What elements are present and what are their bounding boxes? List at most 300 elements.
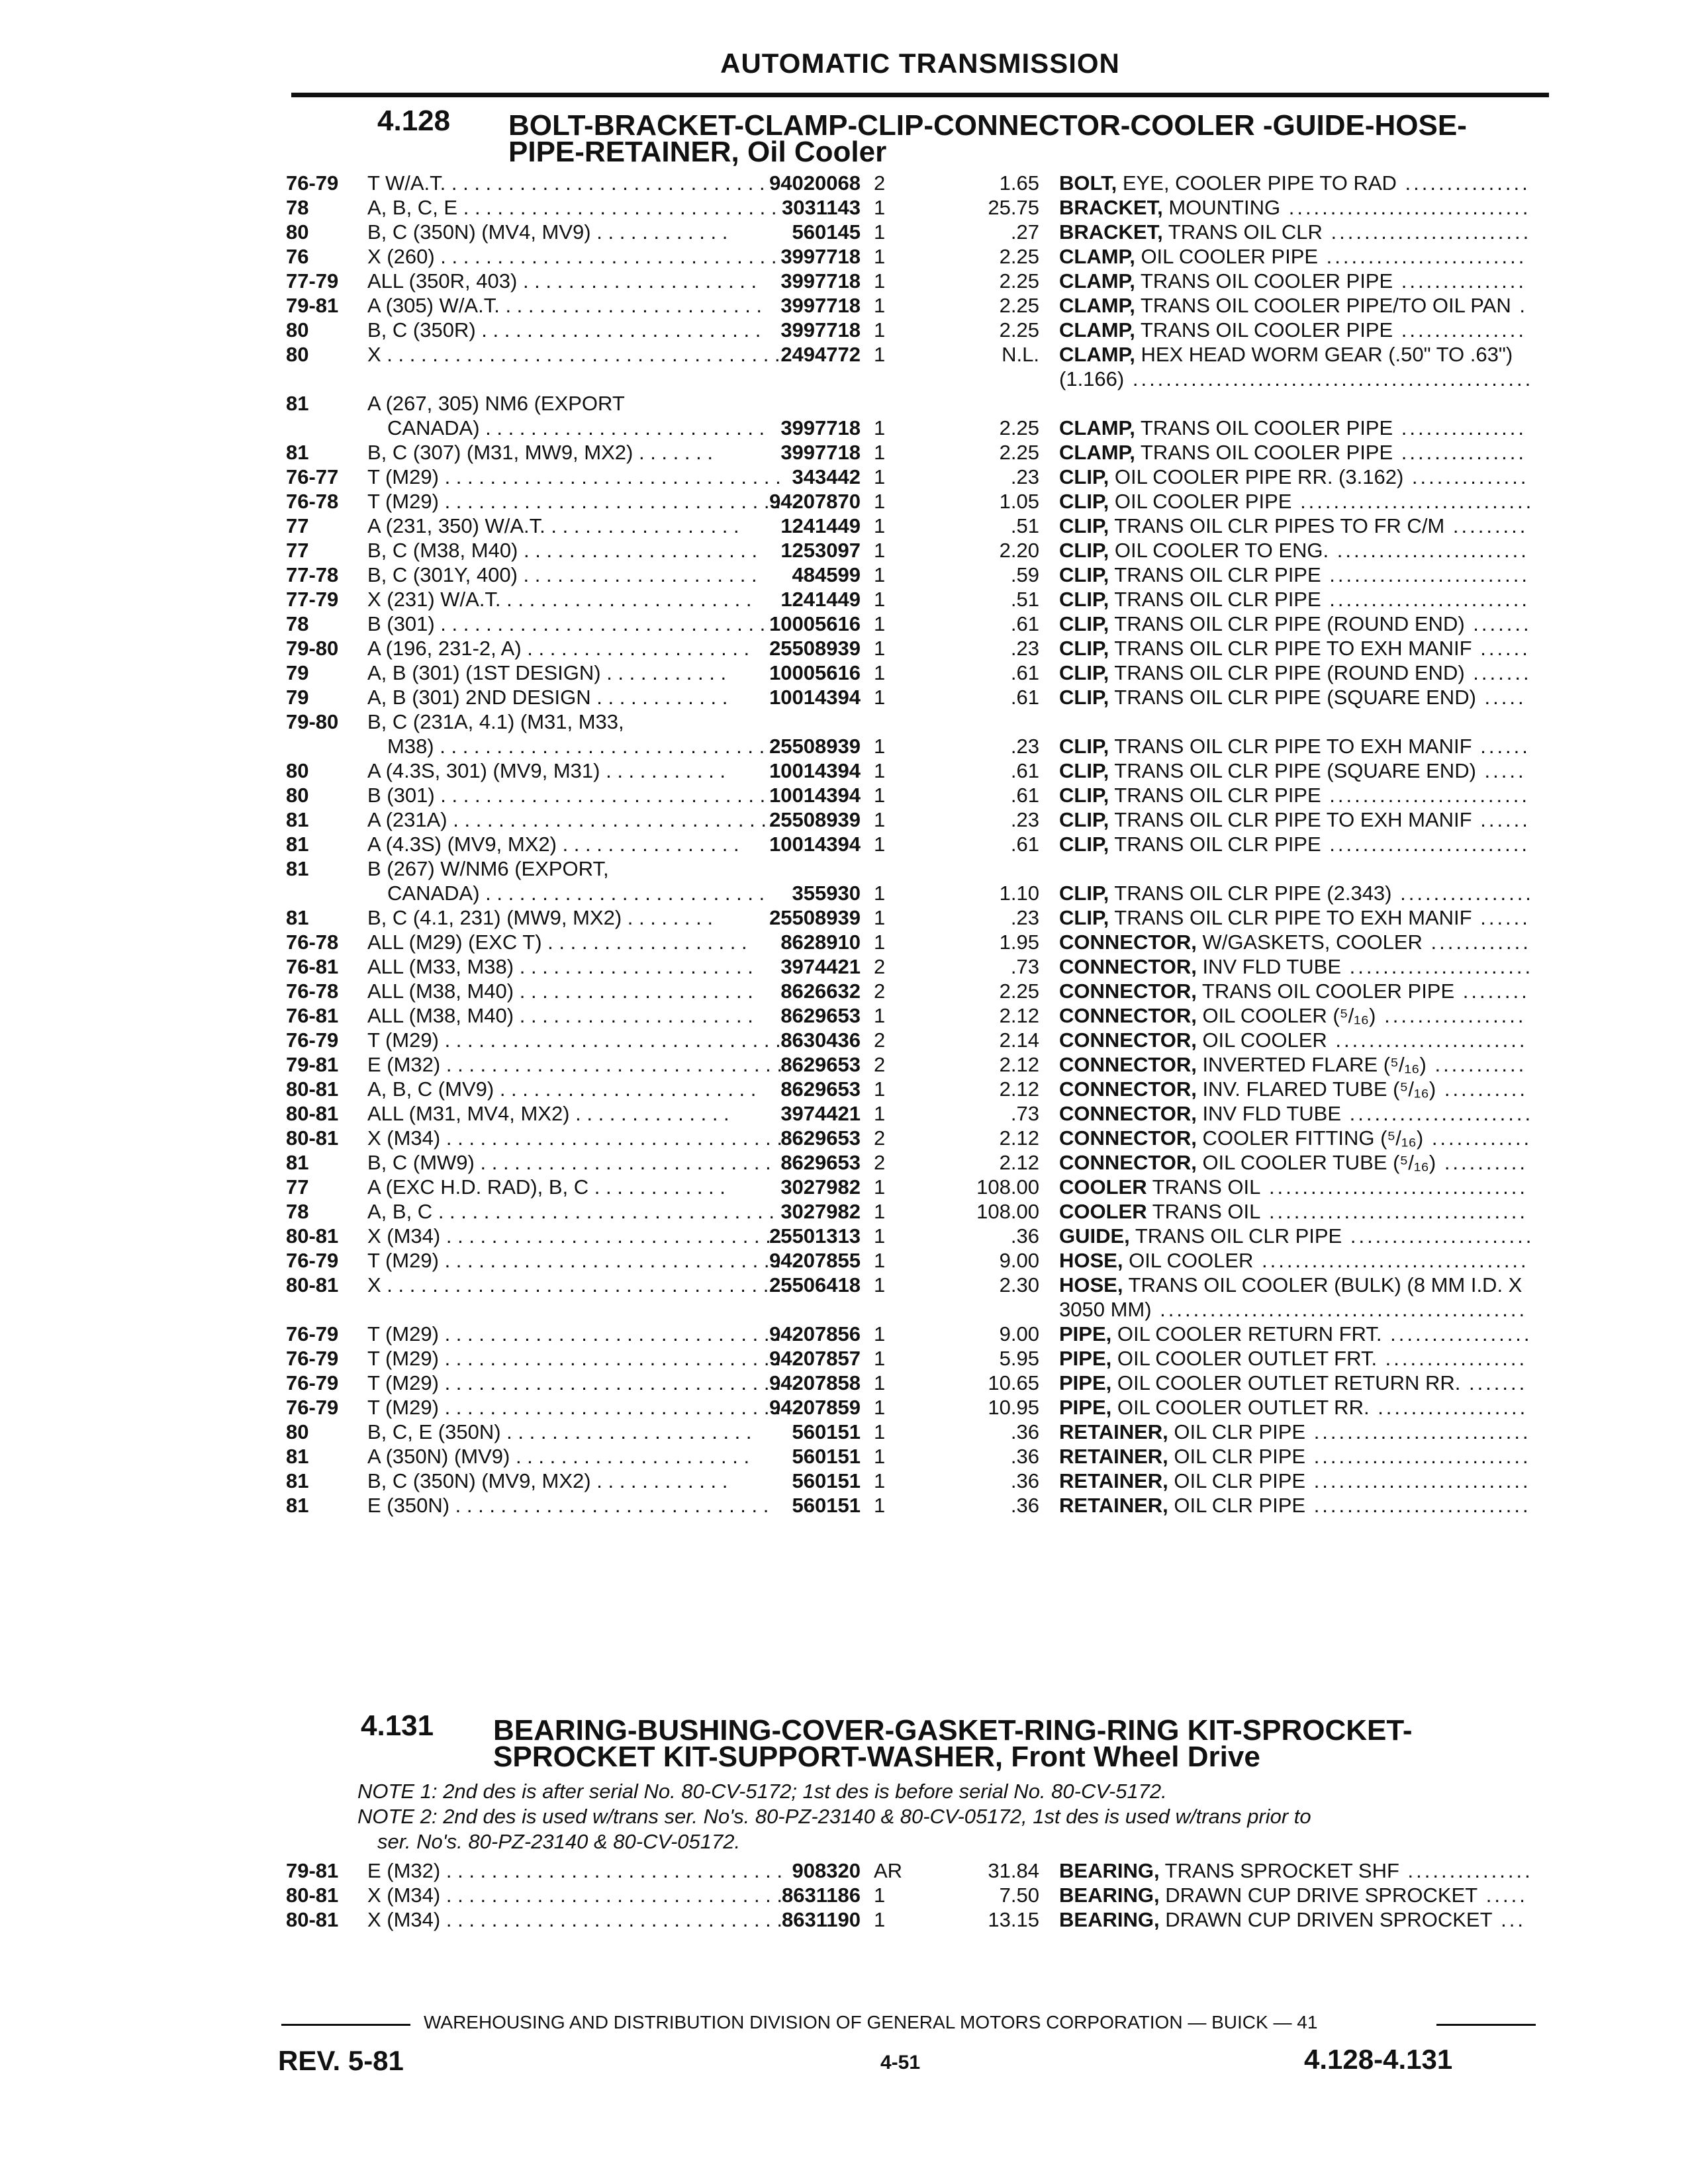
price: 9.00 [999, 1322, 1039, 1345]
quantity: 1 [874, 1371, 886, 1394]
description-text: OIL COOLER [1123, 1249, 1254, 1272]
description-text: OIL COOLER TUBE (⁵/₁₆) [1196, 1151, 1436, 1174]
description [1059, 1883, 1542, 1907]
model-application [367, 758, 725, 783]
model-application [367, 807, 778, 832]
quantity: 1 [874, 1469, 886, 1492]
model-line: X . . . . . . . . . . . . . . . . . . . . . . . . . . . . . . . . . . . . [367, 343, 792, 366]
table-row [0, 1248, 1688, 1273]
description [1059, 1346, 1542, 1371]
description [1059, 440, 1542, 465]
description-keyword: CONNECTOR, [1059, 955, 1197, 978]
table-row [0, 1101, 1688, 1126]
model-application [367, 440, 725, 465]
description-keyword: CONNECTOR, [1059, 1151, 1197, 1174]
model-year: 80-81 [286, 1884, 339, 1907]
model-application [367, 1224, 783, 1248]
model-application [367, 293, 763, 318]
price: .23 [1010, 465, 1039, 488]
quantity: 1 [874, 784, 886, 807]
table-row [0, 1395, 1688, 1420]
description [1059, 1224, 1542, 1248]
dot-leader: .......... [1436, 1077, 1528, 1101]
table-row [0, 807, 1688, 832]
description-keyword: COOLER [1059, 1175, 1147, 1199]
description-keyword: HOSE, [1059, 1273, 1123, 1297]
model-year: 76-81 [286, 955, 339, 978]
price: 108.00 [976, 1200, 1039, 1223]
page-number: 4-51 [880, 2052, 921, 2073]
price: .51 [1010, 588, 1039, 611]
model-line: A, B (301) (1ST DESIGN) . . . . . . . . . . . [367, 661, 727, 684]
description [1059, 612, 1542, 636]
model-year: 80 [286, 1420, 309, 1443]
model-year: 79-81 [286, 294, 339, 317]
part-number: 3997718 [780, 416, 861, 439]
model-application [367, 1395, 781, 1420]
table-row [0, 612, 1688, 636]
description-keyword: CLIP, [1059, 563, 1109, 586]
description-keyword: CLIP, [1059, 882, 1109, 905]
table-row [0, 1469, 1688, 1493]
description-keyword: BEARING, [1059, 1859, 1160, 1882]
part-number: 25508939 [769, 808, 861, 831]
model-line: T (M29) . . . . . . . . . . . . . . . . . . . . . . . . . . . . . . [367, 1396, 781, 1419]
table-row [0, 1420, 1688, 1444]
dot-leader: ....... [1460, 1371, 1528, 1394]
quantity: 1 [874, 759, 886, 782]
table-row [0, 195, 1688, 220]
section-title-line1: BOLT-BRACKET-CLAMP-CLIP-CONNECTOR-COOLER -GUIDE-HOSE- [508, 109, 1467, 142]
footer-rule-right [1436, 2024, 1536, 2026]
dot-leader: ........................ [1321, 563, 1530, 586]
price: .73 [1010, 955, 1039, 978]
table-row [0, 1907, 1688, 1932]
description [1059, 538, 1542, 563]
model-application [367, 1126, 783, 1150]
quantity: 1 [874, 735, 886, 758]
description [1059, 1003, 1542, 1028]
quantity: 1 [874, 1273, 886, 1297]
table-row [0, 1444, 1688, 1469]
quantity: 1 [874, 808, 886, 831]
dot-leader: ................................................ [1124, 367, 1534, 390]
description [1059, 636, 1542, 660]
part-number: 94020068 [769, 171, 861, 195]
dot-leader: ........................ [1321, 588, 1530, 611]
description-text: OIL COOLER OUTLET RR. [1111, 1396, 1370, 1419]
description [1059, 171, 1542, 195]
model-year: 76-78 [286, 490, 339, 513]
description-keyword: CLIP, [1059, 588, 1109, 611]
model-line: B, C (350N) (MV4, MV9) . . . . . . . . . . . . [367, 220, 728, 244]
table-row [0, 1199, 1688, 1224]
price: .61 [1010, 661, 1039, 684]
quantity: 1 [874, 882, 886, 905]
description [1059, 220, 1542, 244]
model-application [367, 220, 728, 244]
part-number: 94207857 [769, 1347, 861, 1370]
description-text: TRANS OIL COOLER PIPE [1135, 416, 1393, 439]
quantity: 2 [874, 1151, 886, 1174]
dot-leader: ...... [1472, 637, 1530, 660]
part-number: 25506418 [769, 1273, 861, 1297]
quantity: 1 [874, 1249, 886, 1272]
description-keyword: CONNECTOR, [1059, 979, 1197, 1003]
model-line: CANADA) . . . . . . . . . . . . . . . . . . . . . . . . . [387, 882, 765, 905]
model-line: B, C (350R) . . . . . . . . . . . . . . . . . . . . . . . . . [367, 318, 761, 341]
model-line: A, B, C (MV9) . . . . . . . . . . . . . . . . . . . . . . . [367, 1077, 757, 1101]
table-row [0, 1175, 1688, 1199]
part-number: 3997718 [780, 245, 861, 268]
description-text: OIL COOLER PIPE RR. (3.162) [1109, 465, 1404, 488]
description-keyword: CONNECTOR, [1059, 931, 1197, 954]
model-line: ALL (M29) (EXC T) . . . . . . . . . . . . . . . . . . [367, 931, 747, 954]
description-keyword: CLIP, [1059, 637, 1109, 660]
model-line: ALL (M38, M40) . . . . . . . . . . . . . . . . . . . . . [367, 979, 753, 1003]
part-number: 3997718 [780, 441, 861, 464]
model-year: 80 [286, 784, 309, 807]
description-text: DRAWN CUP DRIVEN SPROCKET [1159, 1908, 1493, 1931]
model-year: 76-79 [286, 171, 339, 195]
price: 10.95 [988, 1396, 1039, 1419]
model-line: X (M34) . . . . . . . . . . . . . . . . . . . . . . . . . . . . . . [367, 1126, 783, 1150]
description [1059, 1175, 1542, 1199]
model-year: 81 [286, 833, 309, 856]
table-row [0, 1028, 1688, 1052]
quantity: 1 [874, 465, 886, 488]
quantity: 1 [874, 1224, 886, 1248]
quantity: 1 [874, 1884, 886, 1907]
quantity: 1 [874, 441, 886, 464]
model-year: 79-81 [286, 1859, 339, 1882]
part-number: 10014394 [769, 759, 861, 782]
quantity: 1 [874, 1004, 886, 1027]
model-line: A (305) W/A.T. . . . . . . . . . . . . . . . . . . . . . . . [367, 294, 763, 317]
price: .51 [1010, 514, 1039, 537]
model-line: T (M29) . . . . . . . . . . . . . . . . . . . . . . . . . . . . . . [367, 1028, 781, 1052]
description-text: TRANS OIL CLR PIPE TO EXH MANIF [1109, 808, 1472, 831]
dot-leader: ...................... [1341, 1102, 1534, 1125]
description-keyword: CLIP, [1059, 490, 1109, 513]
price: 9.00 [999, 1249, 1039, 1272]
model-line: T (M29) . . . . . . . . . . . . . . . . . . . . . . . . . . . . . . [367, 1322, 781, 1345]
description-text: TRANS OIL CLR PIPE [1129, 1224, 1342, 1248]
model-application [367, 318, 761, 342]
part-number: 25508939 [769, 735, 861, 758]
description [1059, 979, 1542, 1003]
table-row [0, 1322, 1688, 1346]
description [1059, 1420, 1542, 1444]
model-year: 76-79 [286, 1322, 339, 1345]
model-application [367, 1346, 781, 1371]
quantity: 2 [874, 979, 886, 1003]
part-number: 10005616 [769, 612, 861, 635]
table-row [0, 856, 1688, 905]
model-line: B (301) . . . . . . . . . . . . . . . . . . . . . . . . . . . . . . [367, 612, 777, 635]
description [1059, 342, 1542, 391]
model-line: A (350N) (MV9) . . . . . . . . . . . . . . . . . . . . . [367, 1445, 750, 1468]
part-number: 25508939 [769, 637, 861, 660]
table-row [0, 1273, 1688, 1322]
dot-leader: ............... [1393, 416, 1526, 439]
price: 2.12 [999, 1151, 1039, 1174]
footer-division: WAREHOUSING AND DISTRIBUTION DIVISION OF GENERAL MOTORS CORPORATION — BUICK — 41 [424, 2012, 1318, 2032]
part-number: 3974421 [780, 1102, 861, 1125]
part-number: 908320 [792, 1859, 861, 1882]
model-year: 80 [286, 343, 309, 366]
description-keyword: CONNECTOR, [1059, 1028, 1197, 1052]
model-application [367, 1248, 781, 1273]
model-application [367, 660, 725, 685]
dot-leader: .......... [1436, 1151, 1528, 1174]
section-title [508, 109, 1554, 168]
description-keyword: CONNECTOR, [1059, 1102, 1197, 1125]
model-year: 76-79 [286, 1396, 339, 1419]
dot-leader: ............ [1422, 931, 1531, 954]
table-row [0, 1052, 1688, 1077]
table-row [0, 758, 1688, 783]
quantity: 1 [874, 196, 886, 219]
description-text: OIL CLR PIPE [1168, 1420, 1306, 1443]
model-year: 81 [286, 857, 309, 880]
description [1059, 269, 1542, 293]
description-text: OIL COOLER (⁵/₁₆) [1196, 1004, 1376, 1027]
description-text: OIL CLR PIPE [1168, 1445, 1306, 1468]
quantity: 1 [874, 1908, 886, 1931]
model-line: A (267, 305) NM6 (EXPORT [367, 392, 625, 415]
description [1059, 905, 1542, 930]
price: 1.05 [999, 490, 1039, 513]
description-keyword: PIPE, [1059, 1371, 1112, 1394]
dot-leader: ................. [1376, 1004, 1526, 1027]
part-number: 8629653 [780, 1126, 861, 1150]
description-keyword: CLIP, [1059, 808, 1109, 831]
model-line: T (M29) . . . . . . . . . . . . . . . . . . . . . . . . . . . . . . [367, 1371, 781, 1394]
description-keyword: CONNECTOR, [1059, 1004, 1197, 1027]
price: 2.12 [999, 1077, 1039, 1101]
description [1059, 293, 1542, 318]
table-row [0, 709, 1688, 758]
part-number: 8631190 [782, 1908, 861, 1931]
model-application [367, 391, 765, 440]
price: .23 [1010, 808, 1039, 831]
model-application [367, 1199, 774, 1224]
description-text: TRANS OIL [1147, 1200, 1261, 1223]
model-line: A, B, C, E . . . . . . . . . . . . . . . . . . . . . . . . . . . . [367, 196, 777, 219]
model-line: T (M29) . . . . . . . . . . . . . . . . . . . . . . . . . . . . . . [367, 1249, 781, 1272]
description-text: INV FLD TUBE [1196, 955, 1342, 978]
quantity: 1 [874, 1322, 886, 1345]
table-row [0, 832, 1688, 856]
description-keyword: BEARING, [1059, 1884, 1160, 1907]
section-title [493, 1714, 1552, 1773]
table-row [0, 489, 1688, 514]
model-year: 81 [286, 441, 309, 464]
description [1059, 1322, 1542, 1346]
description-keyword: CLAMP, [1059, 294, 1135, 317]
description-keyword: PIPE, [1059, 1347, 1112, 1370]
description-keyword: COOLER [1059, 1200, 1147, 1223]
description-text: TRANS OIL COOLER PIPE [1135, 441, 1393, 464]
part-number: 3997718 [780, 269, 861, 293]
dot-leader: ........... [1426, 1053, 1527, 1076]
dot-leader: ... [1492, 1908, 1526, 1931]
price: .23 [1010, 906, 1039, 929]
model-line: B, C (M38, M40) . . . . . . . . . . . . . . . . . . . . . [367, 539, 758, 562]
quantity: 1 [874, 490, 886, 513]
table-row [0, 1371, 1688, 1395]
model-application [367, 171, 776, 195]
price: .59 [1010, 563, 1039, 586]
table-row [0, 587, 1688, 612]
model-line: A (4.3S) (MV9, MX2) . . . . . . . . . . . . . . . . [367, 833, 739, 856]
description-text: TRANS OIL CLR PIPE (2.343) [1109, 882, 1392, 905]
description-keyword: BOLT, [1059, 171, 1117, 195]
description-text: MOUNTING [1162, 196, 1281, 219]
description-text: TRANS OIL COOLER PIPE [1135, 318, 1393, 341]
dot-leader: ....................... [1327, 1028, 1528, 1052]
price: N.L. [1002, 343, 1039, 366]
part-number: 10014394 [769, 833, 861, 856]
model-line: A, B (301) 2ND DESIGN . . . . . . . . . . . . [367, 686, 728, 709]
dot-leader: ............... [1396, 171, 1530, 195]
dot-leader: ............................................ [1151, 1298, 1528, 1321]
table-row [0, 660, 1688, 685]
model-year: 81 [286, 906, 309, 929]
description-text: TRANS OIL COOLER PIPE [1196, 979, 1455, 1003]
description-keyword: GUIDE, [1059, 1224, 1130, 1248]
quantity: 1 [874, 539, 886, 562]
model-application [367, 1028, 781, 1052]
table-row [0, 342, 1688, 391]
part-number: 1241449 [780, 514, 861, 537]
dot-leader: ............................. [1280, 196, 1531, 219]
part-number: 560151 [792, 1445, 861, 1468]
quantity: 1 [874, 1396, 886, 1419]
dot-leader: ............... [1399, 1859, 1533, 1882]
description [1059, 1493, 1542, 1518]
dot-leader: ............ [1423, 1126, 1532, 1150]
table-row [0, 954, 1688, 979]
price: 2.12 [999, 1004, 1039, 1027]
model-year: 81 [286, 1445, 309, 1468]
description [1059, 954, 1542, 979]
description-keyword: RETAINER, [1059, 1420, 1168, 1443]
description-keyword: CLAMP, [1059, 441, 1135, 464]
dot-leader: . [1511, 294, 1528, 317]
description-text: TRANS OIL CLR [1162, 220, 1323, 244]
price: .73 [1010, 1102, 1039, 1125]
table-row [0, 244, 1688, 269]
model-application [367, 1052, 783, 1077]
table-row [0, 783, 1688, 807]
description [1059, 685, 1542, 709]
price: 2.14 [999, 1028, 1039, 1052]
description-text: INV. FLARED TUBE (⁵/₁₆) [1196, 1077, 1436, 1101]
description-keyword: CLAMP, [1059, 343, 1135, 366]
dot-leader: .......................... [1305, 1420, 1531, 1443]
quantity: 1 [874, 1347, 886, 1370]
part-number: 8626632 [780, 979, 861, 1003]
revision-label: REV. 5-81 [278, 2045, 404, 2076]
model-year: 77-79 [286, 269, 339, 293]
model-line: A, B, C . . . . . . . . . . . . . . . . . . . . . . . . . . . . . . [367, 1200, 774, 1223]
part-number: 1253097 [780, 539, 861, 562]
quantity: 1 [874, 269, 886, 293]
model-application [367, 979, 753, 1003]
part-number: 3997718 [780, 294, 861, 317]
model-line: A (231A) . . . . . . . . . . . . . . . . . . . . . . . . . . . . . [367, 808, 778, 831]
section-number: 4.131 [361, 1709, 434, 1742]
dot-leader: ........................ [1322, 220, 1532, 244]
price: .36 [1010, 1420, 1039, 1443]
description-keyword: CONNECTOR, [1059, 1053, 1197, 1076]
description-keyword: CLIP, [1059, 465, 1109, 488]
description-keyword: CONNECTOR, [1059, 1077, 1197, 1101]
quantity: 2 [874, 1126, 886, 1150]
model-year: 77-79 [286, 588, 339, 611]
price: 1.95 [999, 931, 1039, 954]
part-number: 8629653 [780, 1053, 861, 1076]
quantity: 2 [874, 1028, 886, 1052]
dot-leader: ................ [1391, 882, 1534, 905]
price: 2.25 [999, 318, 1039, 341]
description-text: TRANS OIL CLR PIPE TO EXH MANIF [1109, 906, 1472, 929]
dot-leader: .............. [1403, 465, 1529, 488]
description [1059, 930, 1542, 954]
price: 31.84 [988, 1859, 1039, 1882]
quantity: 1 [874, 637, 886, 660]
model-line: ALL (M38, M40) . . . . . . . . . . . . . . . . . . . . . [367, 1004, 753, 1027]
price: 2.12 [999, 1126, 1039, 1150]
quantity: 1 [874, 931, 886, 954]
model-year: 79-80 [286, 637, 339, 660]
table-row [0, 293, 1688, 318]
part-number: 10005616 [769, 661, 861, 684]
price: .23 [1010, 735, 1039, 758]
dot-leader: ....................... [1329, 539, 1529, 562]
part-number: 560151 [792, 1469, 861, 1492]
dot-leader: ............................... [1260, 1200, 1528, 1223]
model-application [367, 1858, 783, 1883]
model-year: 80-81 [286, 1224, 339, 1248]
table-row [0, 1224, 1688, 1248]
part-number: 94207858 [769, 1371, 861, 1394]
model-year: 78 [286, 196, 309, 219]
model-year: 79 [286, 661, 309, 684]
description [1059, 416, 1542, 440]
description [1059, 807, 1542, 832]
model-year: 81 [286, 1469, 309, 1492]
dot-leader: ........................ [1321, 784, 1530, 807]
model-line: T W/A.T. . . . . . . . . . . . . . . . . . . . . . . . . . . . . . [367, 171, 776, 195]
section-range: 4.128-4.131 [1304, 2044, 1453, 2075]
model-year: 79-81 [286, 1053, 339, 1076]
part-number: 343442 [792, 465, 861, 488]
table-row [0, 318, 1688, 342]
model-application [367, 514, 739, 538]
model-year: 77 [286, 1175, 309, 1199]
model-line: B, C (307) (M31, MW9, MX2) . . . . . . . [367, 441, 713, 464]
quantity: 1 [874, 1445, 886, 1468]
description-text: TRANS OIL CLR PIPE TO EXH MANIF [1109, 637, 1472, 660]
description [1059, 1028, 1542, 1052]
table-row [0, 465, 1688, 489]
description-keyword: BRACKET, [1059, 196, 1163, 219]
price: 108.00 [976, 1175, 1039, 1199]
model-year: 76-79 [286, 1249, 339, 1272]
